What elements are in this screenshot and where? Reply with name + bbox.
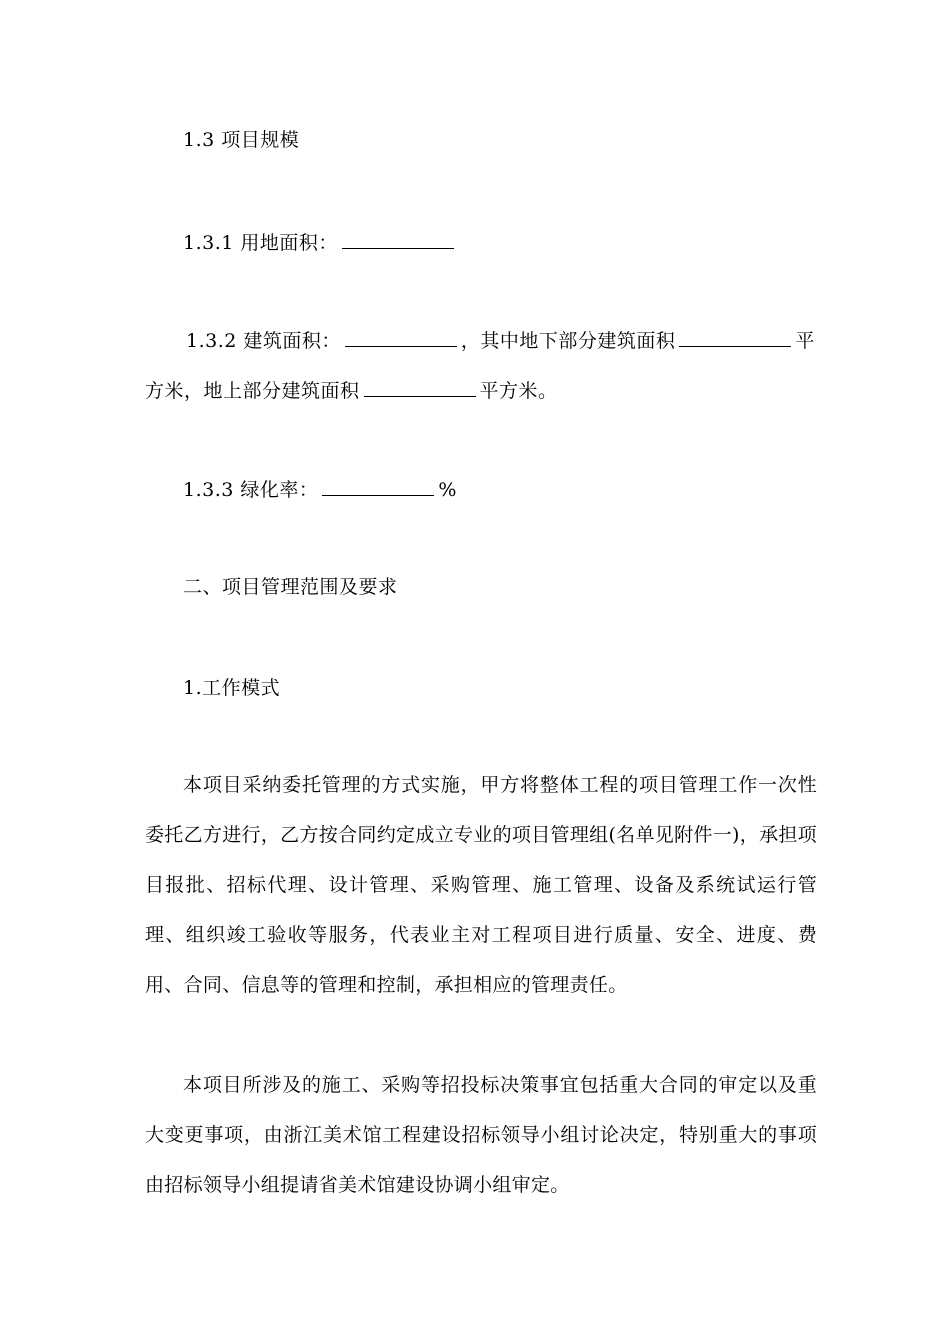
- building-area-line-2: [145, 377, 558, 403]
- land-area-blank[interactable]: [342, 229, 454, 249]
- green-ratio-line: [183, 476, 457, 502]
- paragraph-bidding-decision: 本项目所涉及的施工、采购等招投标决策事宜包括重大合同的审定以及重大变更事项，由浙江美术馆工程建设招标领导小组讨论决定，特别重大的事项由招标领导小组提请省美术馆建设协调小组审定。: [145, 1074, 817, 1196]
- building-area-blank[interactable]: [345, 327, 457, 347]
- building-area-line-1: [186, 327, 815, 353]
- underground-area-blank[interactable]: [679, 327, 791, 347]
- land-area-line: [183, 229, 458, 255]
- section-heading-1-3: 1.3 项目规模: [183, 129, 300, 151]
- building-area-label: 1.3.2 建筑面积：: [186, 330, 341, 352]
- green-ratio-unit: %: [438, 479, 457, 501]
- green-ratio-blank[interactable]: [322, 476, 434, 496]
- aboveground-area-unit: 平方米。: [479, 380, 558, 402]
- section-heading-work-mode: 1.工作模式: [183, 677, 281, 699]
- aboveground-area-label: 方米，地上部分建筑面积: [145, 380, 360, 402]
- underground-area-label: ，其中地下部分建筑面积: [460, 330, 676, 352]
- section-heading-two: 二、项目管理范围及要求: [183, 576, 398, 598]
- land-area-label: 1.3.1 用地面积：: [183, 232, 338, 254]
- building-area-unit-part1: 平: [795, 330, 815, 352]
- aboveground-area-blank[interactable]: [364, 377, 476, 397]
- green-ratio-label: 1.3.3 绿化率：: [183, 479, 319, 501]
- paragraph-work-mode: 本项目采纳委托管理的方式实施，甲方将整体工程的项目管理工作一次性委托乙方进行，乙方按合同约定成立专业的项目管理组(名单见附件一)，承担项目报批、招标代理、设计管理、采购管理、施工管理、设备及系统试运行管理、组织竣工验收等服务，代表业主对工程项目进行质量、安全、进度、费用、合同、信息等的管理和控制，承担相应的管理责任。: [145, 774, 817, 996]
